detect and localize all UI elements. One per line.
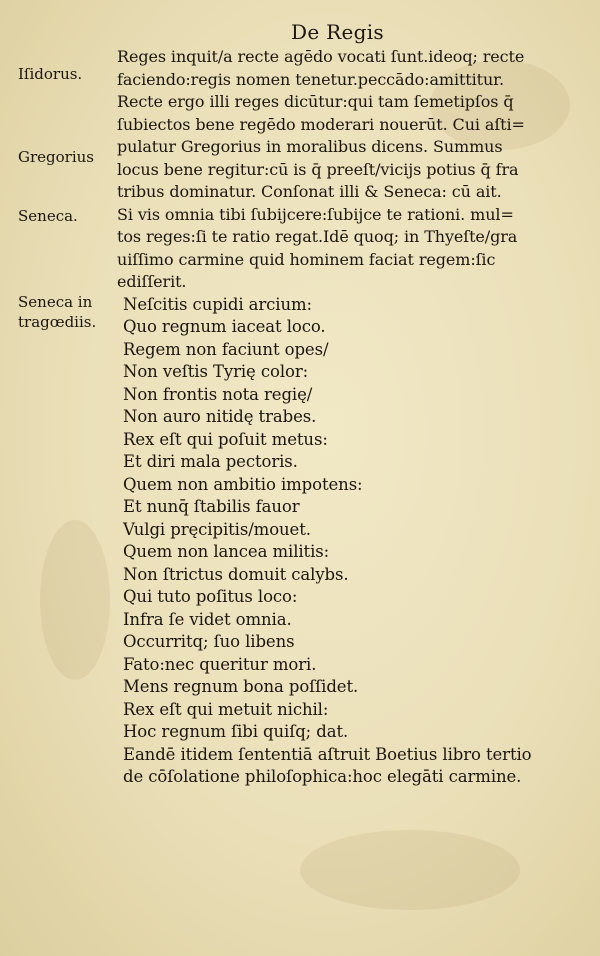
- text-line: Reges inquit/a recte agēdo vocati ſunt.ideoq; recte: [117, 47, 525, 66]
- text-line: tribus dominatur. Conſonat illi & Seneca: cū ait.: [117, 182, 502, 201]
- text-line: tos reges:ſi te ratio regat.Idē quoq; in Thyeſte/gra: [117, 227, 518, 246]
- text-line: uiſſimo carmine quid hominem faciat regem:ſic: [117, 249, 496, 269]
- verse-line: Eandē itidem ſententiā aſtruit Boetius libro tertio: [123, 744, 532, 764]
- verse-line: Neſcitis cupidi arcium:: [123, 294, 313, 314]
- main-text-block: [117, 46, 567, 789]
- verse-line: Occurritq; ſuo libens: [123, 632, 295, 651]
- verse-line: Et nunq̄ ſtabilis fauor: [123, 497, 300, 516]
- text-line: ediſſerit.: [117, 272, 187, 291]
- text-line: ſubiectos bene regēdo moderari nouerūt. Cui aſti=: [117, 114, 525, 134]
- margin-note-seneca: Seneca.: [18, 207, 78, 225]
- text-line: Si vis omnia tibi ſubijcere:ſubijce te rationi. mul=: [117, 204, 514, 224]
- verse-line: Quem non lancea militis:: [123, 542, 330, 561]
- verse-line: Et diri mala pectoris.: [123, 452, 298, 471]
- verse-line: Rex eſt qui poſuit metus:: [123, 429, 328, 449]
- verse-line: Qui tuto poſitus loco:: [123, 587, 298, 606]
- paper-stain: [300, 830, 520, 910]
- verse-line: Non frontis nota regię/: [123, 384, 313, 404]
- verse-line: Infra ſe videt omnia.: [123, 609, 292, 629]
- verse-line: Mens regnum bona poſſidet.: [123, 677, 359, 696]
- verse-line: Non veſtis Tyrię color:: [123, 362, 309, 381]
- margin-note-isidorus: Iſidorus.: [18, 65, 83, 83]
- paper-stain: [40, 520, 110, 680]
- text-line: Recte ergo illi reges dicūtur:qui tam ſemetipſos q̄: [117, 92, 514, 111]
- verse-line: Vulgi pręcipitis/mouet.: [123, 519, 311, 539]
- margin-note-gregorius: Gregorius: [18, 148, 94, 166]
- verse-line: Regem non faciunt opes/: [123, 339, 329, 359]
- verse-line: de cōſolatione philoſophica:hoc elegāti carmine.: [123, 767, 522, 786]
- running-head: De Regis: [291, 20, 384, 44]
- verse-line: Fato:nec queritur mori.: [123, 654, 317, 674]
- text-line: faciendo:regis nomen tenetur.peccādo:amittitur.: [117, 69, 504, 89]
- verse-line: Non ſtrictus domuit calybs.: [123, 564, 349, 584]
- margin-note-seneca-in: Seneca in: [18, 293, 93, 311]
- text-line: locus bene regitur:cū is q̄ preeſt/vicijs potius q̄ fra: [117, 159, 519, 179]
- verse-line: Quem non ambitio impotens:: [123, 474, 363, 494]
- verse-line: Rex eſt qui metuit nichil:: [123, 699, 329, 719]
- text-line: pulatur Gregorius in moralibus dicens. Summus: [117, 137, 503, 156]
- margin-note-tragoediis: tragœdiis.: [18, 313, 97, 331]
- verse-line: Hoc regnum ſibi quiſq; dat.: [123, 722, 349, 741]
- verse-line: Quo regnum iaceat loco.: [123, 317, 326, 336]
- verse-line: Non auro nitidę trabes.: [123, 407, 317, 426]
